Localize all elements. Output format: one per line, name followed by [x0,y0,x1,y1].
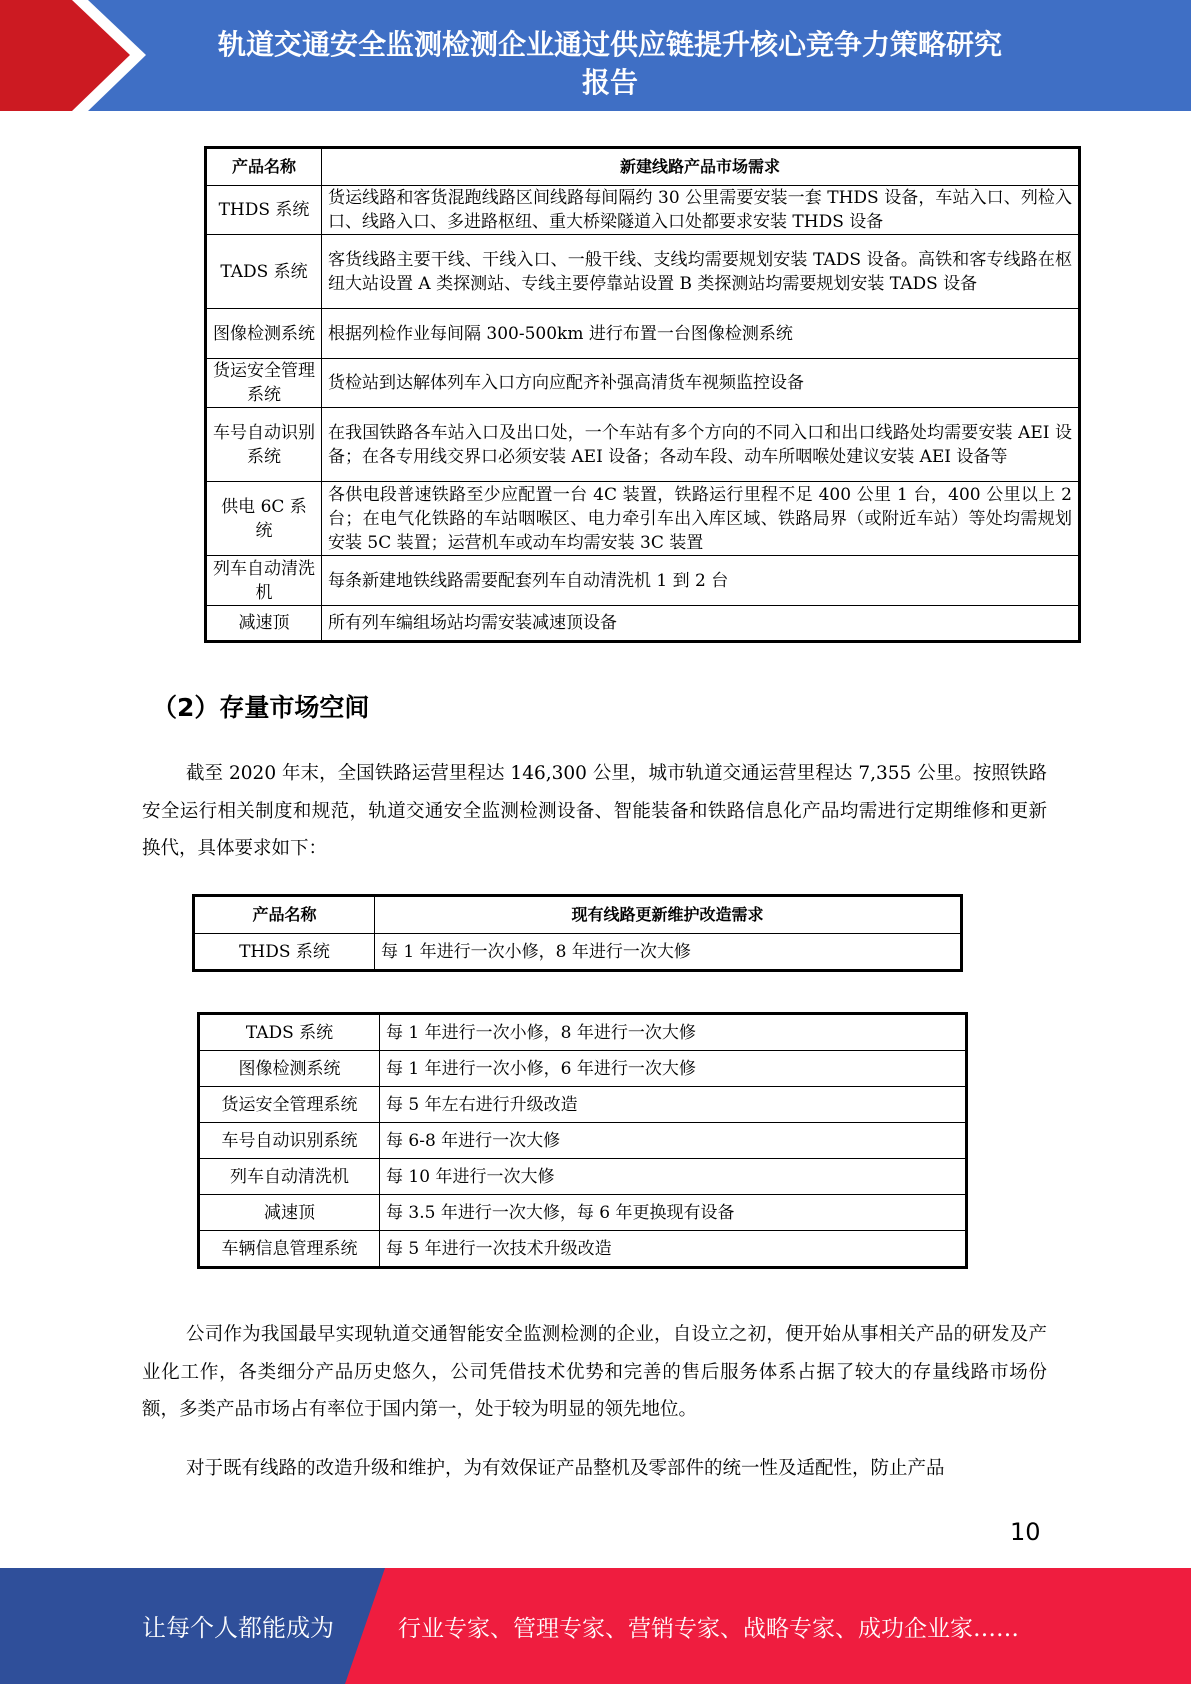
product-name-cell: 减速顶 [206,606,322,642]
new-line-demand-table [204,146,1081,643]
maintenance-cell: 每 1 年进行一次小修，6 年进行一次大修 [380,1051,967,1087]
table-row [199,1014,967,1051]
table-row [206,606,1080,642]
table-row [206,309,1080,359]
page-footer [0,1568,1191,1684]
product-name-cell: 车辆信息管理系统 [199,1231,380,1268]
table-row [206,556,1080,606]
column-header-product: 产品名称 [206,148,322,186]
demand-cell: 货运线路和客货混跑线路区间线路每间隔约 30 公里需要安装一套 THDS 设备，车站入口、列检入口、线路入口、多进路枢纽、重大桥梁隧道入口处都要求安装 THDS 设备 [322,186,1080,235]
maintenance-cell: 每 1 年进行一次小修，8 年进行一次大修 [380,1014,967,1051]
maintenance-cell: 每 5 年进行一次技术升级改造 [380,1231,967,1268]
table-row [206,235,1080,309]
page-header [0,0,1191,111]
table-row [194,934,962,971]
product-name-cell: TADS 系统 [199,1014,380,1051]
product-name-cell: 供电 6C 系统 [206,482,322,556]
report-title-line2: 报告 [581,66,638,99]
demand-cell: 根据列检作业每间隔 300-500km 进行布置一台图像检测系统 [322,309,1080,359]
product-name-cell: TADS 系统 [206,235,322,309]
demand-cell: 每条新建地铁线路需要配套列车自动清洗机 1 到 2 台 [322,556,1080,606]
table-header-row [194,896,962,934]
maintenance-cell: 每 3.5 年进行一次大修，每 6 年更换现有设备 [380,1195,967,1231]
table-row [206,359,1080,408]
demand-cell: 客货线路主要干线、干线入口、一般干线、支线均需要规划安装 TADS 设备。高铁和客专线路在枢纽大站设置 A 类探测站、专线主要停靠站设置 B 类探测站均需要规划安装 TADS 设备 [322,235,1080,309]
product-name-cell: 货运安全管理系统 [199,1087,380,1123]
existing-line-maintenance-table [192,894,963,972]
table-row [206,408,1080,482]
body-paragraph: 公司作为我国最早实现轨道交通智能安全监测检测的企业，自设立之初，便开始从事相关产品的研发及产业化工作，各类细分产品历史悠久，公司凭借技术优势和完善的售后服务体系占据了较大的存量线路市场份额，多类产品市场占有率位于国内第一，处于较为明显的领先地位。 [142,1324,1047,1420]
product-name-cell: 列车自动清洗机 [206,556,322,606]
demand-cell: 在我国铁路各车站入口及出口处，一个车站有多个方向的不同入口和出口线路处均需要安装 AEI 设备；在各专用线交界口必须安装 AEI 设备；各动车段、动车所咽喉处建议安装 AEI 设备等 [322,408,1080,482]
section-heading: （2）存量市场空间 [152,693,370,722]
table-row [199,1051,967,1087]
demand-cell: 所有列车编组场站均需安装减速顶设备 [322,606,1080,642]
product-name-cell: 图像检测系统 [199,1051,380,1087]
footer-slogan-right: 行业专家、管理专家、营销专家、战略专家、成功企业家…… [398,1616,1019,1642]
table-row [199,1195,967,1231]
maintenance-cell: 每 1 年进行一次小修，8 年进行一次大修 [375,934,962,971]
product-name-cell: THDS 系统 [194,934,375,971]
table-header-row [206,148,1080,186]
table-row [199,1123,967,1159]
product-name-cell: 图像检测系统 [206,309,322,359]
column-header-maintenance: 现有线路更新维护改造需求 [375,896,962,934]
product-name-cell: 车号自动识别系统 [199,1123,380,1159]
maintenance-cell: 每 5 年左右进行升级改造 [380,1087,967,1123]
report-title-line1: 轨道交通安全监测检测企业通过供应链提升核心竞争力策略研究 [217,28,1002,61]
product-name-cell: 减速顶 [199,1195,380,1231]
table-row [199,1231,967,1268]
maintenance-cell: 每 6-8 年进行一次大修 [380,1123,967,1159]
column-header-demand: 新建线路产品市场需求 [322,148,1080,186]
maintenance-cell: 每 10 年进行一次大修 [380,1159,967,1195]
column-header-product: 产品名称 [194,896,375,934]
product-name-cell: 车号自动识别系统 [206,408,322,482]
demand-cell: 各供电段普速铁路至少应配置一台 4C 装置，铁路运行里程不足 400 公里 1 台，400 公里以上 2 台；在电气化铁路的车站咽喉区、电力牵引车出入库区域、铁路局界（或附近车站）等处均需规划安装 5C 装置；运营机车或动车均需安装 3C 装置 [322,482,1080,556]
existing-line-maintenance-table-continued [197,1012,968,1269]
demand-cell: 货检站到达解体列车入口方向应配齐补强高清货车视频监控设备 [322,359,1080,408]
table-row [206,482,1080,556]
product-name-cell: 列车自动清洗机 [199,1159,380,1195]
page-number: 10 [1010,1518,1041,1546]
table-row [199,1159,967,1195]
body-paragraph: 截至 2020 年末，全国铁路运营里程达 146,300 公里，城市轨道交通运营里程达 7,355 公里。按照铁路安全运行相关制度和规范，轨道交通安全监测检测设备、智能装备和铁路信息化产品均需进行定期维修和更新换代，具体要求如下： [142,763,1047,859]
table-row [206,186,1080,235]
report-title [170,26,1050,102]
table-row [199,1087,967,1123]
product-name-cell: 货运安全管理系统 [206,359,322,408]
footer-slogan-left: 让每个人都能成为 [142,1614,334,1642]
product-name-cell: THDS 系统 [206,186,322,235]
body-paragraph: 对于既有线路的改造升级和维护，为有效保证产品整机及零部件的统一性及适配性，防止产品 [186,1458,945,1479]
